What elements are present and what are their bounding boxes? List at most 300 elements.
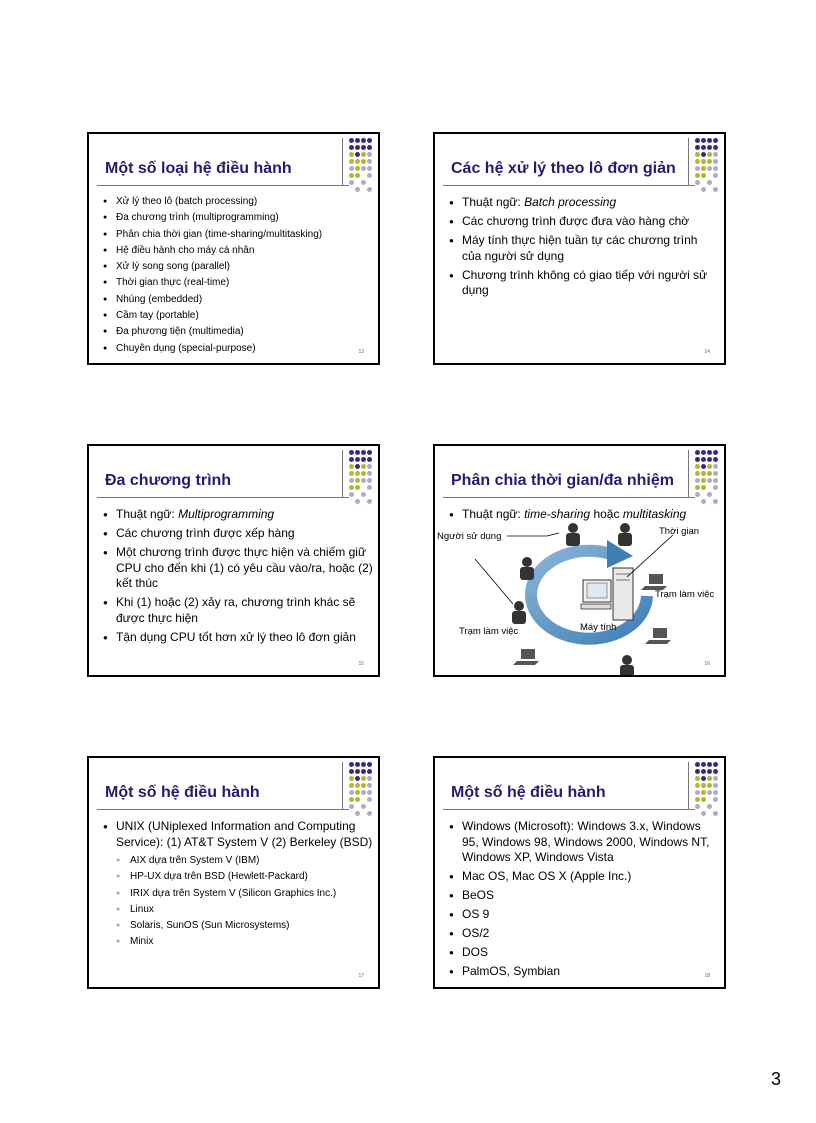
bullet-list bbox=[449, 819, 719, 983]
decorative-dot bbox=[361, 152, 366, 157]
decorative-dot bbox=[695, 492, 700, 497]
decorative-dot bbox=[361, 187, 366, 192]
dot-row bbox=[349, 769, 380, 775]
decorative-dots bbox=[349, 138, 380, 194]
term-value: multitasking bbox=[622, 507, 687, 521]
decorative-dot bbox=[713, 180, 718, 185]
decorative-dot bbox=[701, 471, 706, 476]
list-item: ● BeOS bbox=[449, 888, 719, 904]
decorative-dot bbox=[355, 499, 360, 504]
decorative-dot bbox=[361, 457, 366, 462]
decorative-dot bbox=[707, 187, 712, 192]
decorative-dot bbox=[707, 769, 712, 774]
list-item-text: UNIX (UNiplexed Information and Computing Service): (1) AT&T System V (2) Berkeley (BSD) bbox=[116, 819, 373, 849]
decorative-dot bbox=[707, 499, 712, 504]
list-item: ● Hệ điều hành cho máy cá nhân bbox=[103, 243, 363, 259]
list-item: ● Cầm tay (portable) bbox=[103, 308, 363, 324]
dot-row bbox=[349, 166, 380, 172]
slide-page-number: 13 bbox=[358, 349, 364, 355]
decorative-dot bbox=[349, 138, 354, 143]
decorative-dot bbox=[367, 485, 372, 490]
dot-row bbox=[349, 159, 380, 165]
decorative-dot bbox=[701, 138, 706, 143]
dot-row bbox=[695, 464, 726, 470]
label-workstation-left: Trạm làm việc bbox=[459, 626, 519, 637]
dot-row bbox=[349, 762, 380, 768]
decorative-dot bbox=[361, 450, 366, 455]
term-label: Thuật ngữ: bbox=[462, 195, 525, 209]
decorative-dot bbox=[367, 471, 372, 476]
decorative-dot bbox=[707, 478, 712, 483]
decorative-dot bbox=[713, 166, 718, 171]
decorative-dot bbox=[349, 464, 354, 469]
decorative-dot bbox=[695, 485, 700, 490]
decorative-dot bbox=[361, 471, 366, 476]
decorative-dot bbox=[713, 783, 718, 788]
list-item: ● Đa chương trình (multiprogramming) bbox=[103, 210, 363, 226]
slide-14 bbox=[433, 132, 726, 365]
decorative-dot bbox=[701, 464, 706, 469]
slide-15 bbox=[87, 444, 380, 677]
decorative-dot bbox=[355, 464, 360, 469]
decorative-dot bbox=[355, 776, 360, 781]
decorative-dot bbox=[701, 478, 706, 483]
dot-row bbox=[349, 492, 380, 498]
decorative-dot bbox=[349, 797, 354, 802]
decorative-dot bbox=[355, 145, 360, 150]
slide-divider-vertical bbox=[342, 450, 343, 498]
user-icon bbox=[620, 655, 634, 677]
decorative-dot bbox=[349, 492, 354, 497]
decorative-dot bbox=[361, 804, 366, 809]
dot-row bbox=[695, 804, 726, 810]
decorative-dot bbox=[695, 464, 700, 469]
dot-row bbox=[695, 152, 726, 158]
sub-list-item: ● Linux bbox=[116, 902, 373, 918]
decorative-dot bbox=[695, 187, 700, 192]
list-item: ● Phân chia thời gian (time-sharing/multitasking) bbox=[103, 227, 363, 243]
decorative-dot bbox=[701, 450, 706, 455]
decorative-dots bbox=[349, 762, 380, 818]
slide-16 bbox=[433, 444, 726, 677]
decorative-dot bbox=[367, 166, 372, 171]
decorative-dot bbox=[701, 159, 706, 164]
dot-row bbox=[349, 464, 380, 470]
decorative-dot bbox=[361, 485, 366, 490]
slide-page-number: 14 bbox=[704, 349, 710, 355]
decorative-dot bbox=[707, 797, 712, 802]
list-item: ● Nhúng (embedded) bbox=[103, 292, 363, 308]
decorative-dot bbox=[695, 783, 700, 788]
decorative-dot bbox=[367, 478, 372, 483]
decorative-dot bbox=[361, 478, 366, 483]
slide-page-number: 16 bbox=[704, 661, 710, 667]
dot-row bbox=[349, 471, 380, 477]
decorative-dot bbox=[361, 811, 366, 816]
decorative-dot bbox=[355, 138, 360, 143]
decorative-dot bbox=[707, 485, 712, 490]
decorative-dot bbox=[367, 173, 372, 178]
list-item: ● Thời gian thực (real-time) bbox=[103, 275, 363, 291]
decorative-dot bbox=[367, 776, 372, 781]
decorative-dot bbox=[367, 138, 372, 143]
list-item bbox=[449, 507, 719, 523]
slide-divider-horizontal bbox=[97, 497, 349, 498]
slide-title: Một số hệ điều hành bbox=[451, 784, 606, 801]
decorative-dot bbox=[695, 145, 700, 150]
dot-row bbox=[695, 811, 726, 817]
decorative-dots bbox=[695, 762, 726, 818]
decorative-dot bbox=[361, 762, 366, 767]
decorative-dot bbox=[355, 492, 360, 497]
decorative-dot bbox=[701, 173, 706, 178]
decorative-dot bbox=[367, 790, 372, 795]
sub-list-item: ● Solaris, SunOS (Sun Microsystems) bbox=[116, 918, 373, 934]
slide-page-number: 17 bbox=[358, 973, 364, 979]
decorative-dot bbox=[355, 187, 360, 192]
decorative-dot bbox=[695, 804, 700, 809]
decorative-dot bbox=[707, 811, 712, 816]
laptop-icon bbox=[645, 628, 671, 644]
decorative-dot bbox=[349, 804, 354, 809]
decorative-dot bbox=[367, 457, 372, 462]
decorative-dot bbox=[713, 804, 718, 809]
decorative-dot bbox=[713, 138, 718, 143]
decorative-dot bbox=[713, 790, 718, 795]
decorative-dot bbox=[355, 471, 360, 476]
list-item: ● Máy tính thực hiện tuần tự các chương trình của người sử dụng bbox=[449, 233, 719, 264]
list-item: ● Các chương trình được đưa vào hàng chờ bbox=[449, 214, 719, 230]
decorative-dots bbox=[695, 450, 726, 506]
decorative-dot bbox=[713, 769, 718, 774]
decorative-dot bbox=[355, 159, 360, 164]
laptop-icon bbox=[513, 649, 539, 665]
decorative-dot bbox=[349, 180, 354, 185]
dot-row bbox=[349, 450, 380, 456]
decorative-dot bbox=[701, 797, 706, 802]
decorative-dot bbox=[349, 485, 354, 490]
list-item: ● Tận dụng CPU tốt hơn xử lý theo lô đơn giản bbox=[103, 630, 373, 646]
list-item bbox=[449, 195, 719, 211]
dot-row bbox=[695, 790, 726, 796]
sub-list-item: ● Minix bbox=[116, 934, 373, 950]
decorative-dot bbox=[361, 776, 366, 781]
decorative-dot bbox=[713, 485, 718, 490]
decorative-dot bbox=[355, 457, 360, 462]
dot-row bbox=[349, 783, 380, 789]
decorative-dot bbox=[361, 783, 366, 788]
decorative-dot bbox=[713, 450, 718, 455]
slide-title: Một số hệ điều hành bbox=[105, 784, 260, 801]
sub-list-item: ● IRIX dựa trên System V (Silicon Graphics Inc.) bbox=[116, 886, 373, 902]
list-item: ● Khi (1) hoặc (2) xảy ra, chương trình khác sẽ được thực hiện bbox=[103, 595, 373, 626]
decorative-dot bbox=[367, 450, 372, 455]
list-item: ● Xử lý song song (parallel) bbox=[103, 259, 363, 275]
slide-17 bbox=[87, 756, 380, 989]
sub-list-item: ● HP-UX dựa trên BSD (Hewlett-Packard) bbox=[116, 869, 373, 885]
dot-row bbox=[695, 478, 726, 484]
decorative-dot bbox=[349, 478, 354, 483]
term-connector: hoặc bbox=[590, 507, 623, 521]
decorative-dot bbox=[355, 478, 360, 483]
decorative-dot bbox=[713, 762, 718, 767]
decorative-dot bbox=[695, 762, 700, 767]
decorative-dot bbox=[713, 152, 718, 157]
dot-row bbox=[695, 776, 726, 782]
decorative-dot bbox=[707, 492, 712, 497]
dot-row bbox=[349, 187, 380, 193]
sub-bullet-list bbox=[116, 853, 373, 951]
decorative-dot bbox=[707, 152, 712, 157]
decorative-dot bbox=[355, 485, 360, 490]
decorative-dot bbox=[695, 159, 700, 164]
dot-row bbox=[695, 797, 726, 803]
decorative-dot bbox=[707, 776, 712, 781]
slide-divider-horizontal bbox=[443, 185, 695, 186]
decorative-dot bbox=[355, 166, 360, 171]
decorative-dot bbox=[367, 145, 372, 150]
slide-divider-horizontal bbox=[97, 185, 349, 186]
decorative-dot bbox=[355, 180, 360, 185]
dot-row bbox=[349, 804, 380, 810]
list-item: ● Chuyên dụng (special-purpose) bbox=[103, 341, 363, 357]
decorative-dot bbox=[367, 159, 372, 164]
decorative-dot bbox=[695, 450, 700, 455]
list-item: ● DOS bbox=[449, 945, 719, 961]
slide-title: Một số loại hệ điều hành bbox=[105, 160, 292, 177]
dot-row bbox=[349, 478, 380, 484]
dot-row bbox=[349, 776, 380, 782]
list-item: ● Windows (Microsoft): Windows 3.x, Windows 95, Windows 98, Windows 2000, Windows NT, Windows XP, Windows Vista bbox=[449, 819, 719, 866]
user-icon bbox=[566, 523, 580, 546]
dot-row bbox=[349, 811, 380, 817]
slide-divider-vertical bbox=[688, 138, 689, 186]
dot-row bbox=[695, 187, 726, 193]
decorative-dot bbox=[367, 804, 372, 809]
decorative-dot bbox=[355, 783, 360, 788]
decorative-dot bbox=[707, 457, 712, 462]
decorative-dot bbox=[361, 138, 366, 143]
decorative-dot bbox=[701, 180, 706, 185]
decorative-dot bbox=[361, 145, 366, 150]
slide-page-number: 15 bbox=[358, 661, 364, 667]
decorative-dot bbox=[367, 783, 372, 788]
decorative-dot bbox=[707, 790, 712, 795]
dot-row bbox=[695, 159, 726, 165]
laptop-icon bbox=[641, 574, 667, 590]
dot-row bbox=[349, 797, 380, 803]
decorative-dot bbox=[713, 145, 718, 150]
list-item bbox=[103, 507, 373, 523]
decorative-dot bbox=[349, 145, 354, 150]
decorative-dot bbox=[355, 804, 360, 809]
decorative-dot bbox=[707, 138, 712, 143]
dot-row bbox=[349, 457, 380, 463]
slide-13 bbox=[87, 132, 380, 365]
decorative-dot bbox=[695, 152, 700, 157]
label-user: Người sử dụng bbox=[437, 531, 502, 542]
dot-row bbox=[695, 783, 726, 789]
decorative-dot bbox=[355, 811, 360, 816]
dot-row bbox=[695, 471, 726, 477]
page-number: 3 bbox=[771, 1069, 782, 1089]
decorative-dot bbox=[701, 457, 706, 462]
decorative-dot bbox=[695, 499, 700, 504]
decorative-dot bbox=[695, 173, 700, 178]
dot-row bbox=[695, 492, 726, 498]
decorative-dot bbox=[713, 464, 718, 469]
decorative-dot bbox=[707, 471, 712, 476]
decorative-dot bbox=[695, 797, 700, 802]
decorative-dot bbox=[707, 783, 712, 788]
slide-divider-horizontal bbox=[97, 809, 349, 810]
slide-title: Các hệ xử lý theo lô đơn giản bbox=[451, 160, 676, 177]
decorative-dot bbox=[701, 811, 706, 816]
dot-row bbox=[695, 485, 726, 491]
label-computer: Máy tính bbox=[580, 622, 617, 633]
decorative-dot bbox=[695, 457, 700, 462]
slide-divider-vertical bbox=[342, 762, 343, 810]
decorative-dot bbox=[707, 159, 712, 164]
computer-icon bbox=[581, 568, 633, 620]
decorative-dot bbox=[367, 187, 372, 192]
list-item: ● Chương trình không có giao tiếp với người sử dụng bbox=[449, 268, 719, 299]
decorative-dot bbox=[701, 804, 706, 809]
decorative-dot bbox=[713, 173, 718, 178]
list-item: ● Mac OS, Mac OS X (Apple Inc.) bbox=[449, 869, 719, 885]
slide-divider-vertical bbox=[342, 138, 343, 186]
decorative-dot bbox=[349, 187, 354, 192]
decorative-dot bbox=[701, 769, 706, 774]
dot-row bbox=[349, 485, 380, 491]
term-label: Thuật ngữ: bbox=[116, 507, 179, 521]
decorative-dot bbox=[349, 471, 354, 476]
decorative-dot bbox=[701, 166, 706, 171]
dot-row bbox=[349, 152, 380, 158]
decorative-dot bbox=[349, 166, 354, 171]
decorative-dot bbox=[349, 762, 354, 767]
list-item: ● OS 9 bbox=[449, 907, 719, 923]
decorative-dot bbox=[695, 471, 700, 476]
user-icon bbox=[512, 601, 526, 624]
decorative-dot bbox=[707, 166, 712, 171]
decorative-dot bbox=[355, 450, 360, 455]
decorative-dot bbox=[349, 499, 354, 504]
dot-row bbox=[695, 166, 726, 172]
dot-row bbox=[695, 769, 726, 775]
label-workstation-right: Trạm làm việc bbox=[655, 589, 715, 600]
decorative-dot bbox=[355, 152, 360, 157]
decorative-dot bbox=[713, 797, 718, 802]
decorative-dot bbox=[701, 492, 706, 497]
decorative-dot bbox=[695, 769, 700, 774]
decorative-dot bbox=[707, 145, 712, 150]
list-item: ● OS/2 bbox=[449, 926, 719, 942]
decorative-dot bbox=[695, 180, 700, 185]
decorative-dot bbox=[701, 499, 706, 504]
decorative-dot bbox=[713, 492, 718, 497]
decorative-dot bbox=[713, 457, 718, 462]
decorative-dots bbox=[349, 450, 380, 506]
list-item: ● PalmOS, Symbian bbox=[449, 964, 719, 980]
slide-divider-horizontal bbox=[443, 497, 695, 498]
decorative-dot bbox=[701, 145, 706, 150]
decorative-dot bbox=[367, 499, 372, 504]
decorative-dot bbox=[361, 180, 366, 185]
decorative-dot bbox=[701, 485, 706, 490]
decorative-dot bbox=[707, 464, 712, 469]
decorative-dot bbox=[355, 790, 360, 795]
slide-page-number: 18 bbox=[704, 973, 710, 979]
decorative-dot bbox=[713, 478, 718, 483]
bullet-list bbox=[103, 507, 373, 649]
decorative-dot bbox=[695, 166, 700, 171]
decorative-dot bbox=[713, 499, 718, 504]
decorative-dot bbox=[355, 769, 360, 774]
decorative-dot bbox=[707, 762, 712, 767]
decorative-dot bbox=[707, 180, 712, 185]
user-icon bbox=[618, 523, 632, 546]
decorative-dot bbox=[361, 464, 366, 469]
dot-row bbox=[349, 145, 380, 151]
decorative-dot bbox=[367, 492, 372, 497]
decorative-dot bbox=[695, 776, 700, 781]
decorative-dot bbox=[701, 790, 706, 795]
decorative-dot bbox=[355, 173, 360, 178]
decorative-dot bbox=[355, 762, 360, 767]
dot-row bbox=[349, 180, 380, 186]
slide-18 bbox=[433, 756, 726, 989]
timesharing-diagram bbox=[435, 522, 726, 677]
list-item bbox=[103, 819, 373, 951]
decorative-dot bbox=[361, 769, 366, 774]
decorative-dot bbox=[349, 790, 354, 795]
dot-row bbox=[695, 173, 726, 179]
decorative-dot bbox=[707, 450, 712, 455]
dot-row bbox=[695, 450, 726, 456]
user-icon bbox=[520, 557, 534, 580]
decorative-dot bbox=[701, 187, 706, 192]
decorative-dot bbox=[367, 811, 372, 816]
decorative-dot bbox=[367, 180, 372, 185]
decorative-dot bbox=[701, 762, 706, 767]
term-value: Multiprogramming bbox=[178, 507, 275, 521]
decorative-dot bbox=[707, 804, 712, 809]
decorative-dot bbox=[349, 152, 354, 157]
decorative-dot bbox=[349, 783, 354, 788]
decorative-dot bbox=[707, 173, 712, 178]
dot-row bbox=[695, 180, 726, 186]
slide-divider-vertical bbox=[688, 450, 689, 498]
slide-divider-vertical bbox=[688, 762, 689, 810]
decorative-dot bbox=[361, 790, 366, 795]
dot-row bbox=[349, 138, 380, 144]
decorative-dot bbox=[367, 152, 372, 157]
sub-list-item: ● AIX dựa trên System V (IBM) bbox=[116, 853, 373, 869]
decorative-dot bbox=[349, 173, 354, 178]
decorative-dot bbox=[367, 762, 372, 767]
list-item: ● Xử lý theo lô (batch processing) bbox=[103, 194, 363, 210]
decorative-dot bbox=[713, 471, 718, 476]
decorative-dot bbox=[349, 776, 354, 781]
decorative-dot bbox=[695, 811, 700, 816]
decorative-dot bbox=[701, 776, 706, 781]
slide-title: Đa chương trình bbox=[105, 472, 232, 489]
decorative-dot bbox=[349, 811, 354, 816]
decorative-dot bbox=[355, 797, 360, 802]
list-item: ● Đa phương tiện (multimedia) bbox=[103, 324, 363, 340]
slide-title: Phân chia thời gian/đa nhiệm bbox=[451, 472, 674, 489]
